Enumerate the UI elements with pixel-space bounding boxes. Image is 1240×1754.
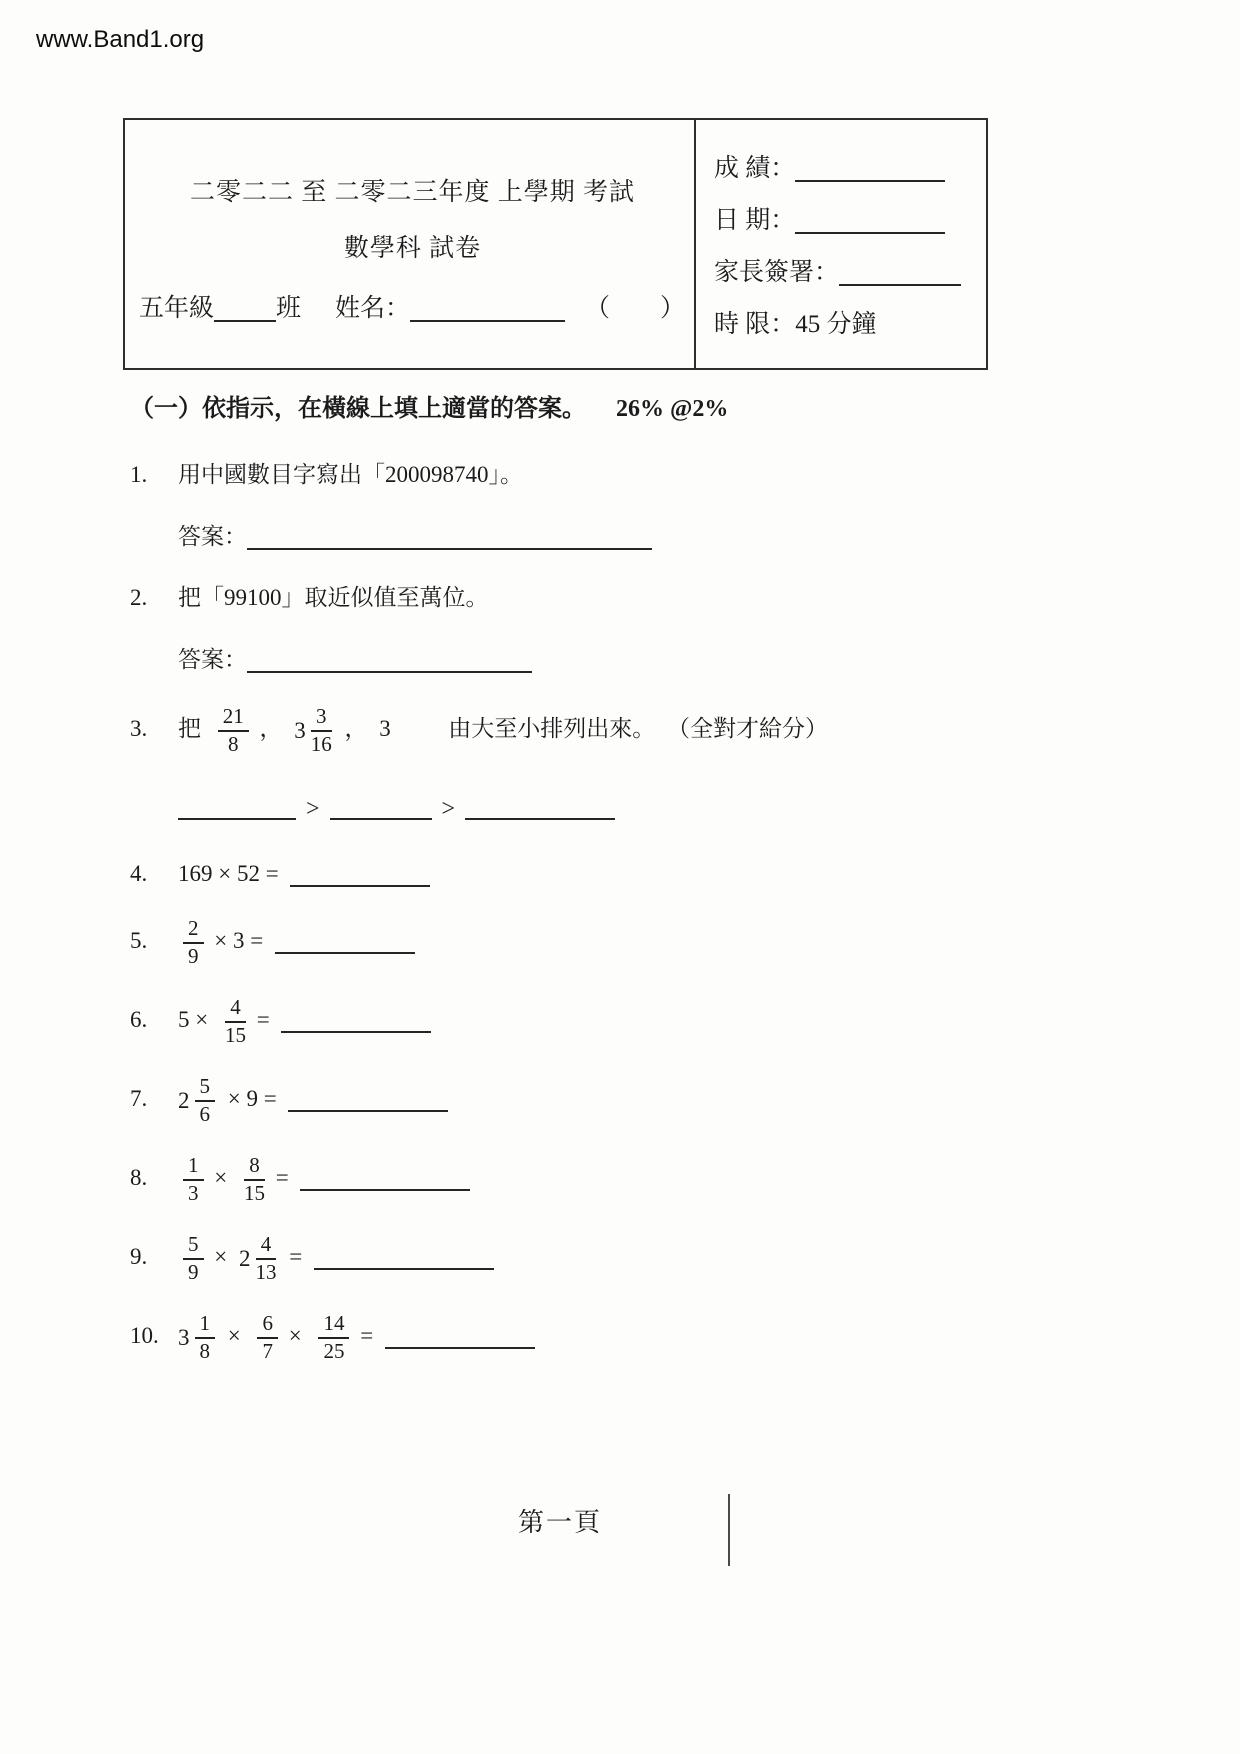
whole-number: 3 [294, 718, 306, 744]
answer-blank [385, 1347, 535, 1349]
exam-header-box [123, 118, 988, 370]
denominator: 15 [243, 1180, 265, 1205]
greater-than-sign: > [441, 796, 456, 823]
date-line [714, 200, 976, 236]
denominator: 9 [188, 943, 199, 968]
score-blank [795, 180, 945, 182]
answer-blank [247, 548, 652, 550]
question-text: 169 × 52 = [178, 861, 279, 887]
student-info-line [139, 288, 686, 324]
question-number: 3. [130, 715, 148, 741]
question-text: = [256, 1007, 270, 1032]
answer-blank [300, 1189, 470, 1191]
question-row [130, 582, 1030, 613]
denominator: 13 [255, 1259, 277, 1284]
question-number: 1. [130, 462, 148, 487]
fraction-part [183, 1154, 204, 1205]
question-text: = [289, 1244, 303, 1270]
answer-row [178, 518, 1030, 552]
answer-blank [290, 885, 430, 887]
score-line [714, 148, 976, 184]
numerator: 3 [311, 705, 332, 732]
numerator: 21 [218, 705, 249, 732]
denominator: 7 [262, 1338, 273, 1363]
class-label: 班 [276, 295, 302, 322]
question-text: 把 [178, 715, 201, 741]
class-number-paren: （ ） [585, 295, 686, 322]
answer-blank [330, 818, 432, 820]
scan-artifact-mark [728, 1494, 730, 1566]
mixed-number [178, 1312, 220, 1363]
question-number: 7. [130, 1086, 148, 1112]
date-blank [795, 232, 945, 234]
class-blank [214, 320, 276, 322]
fraction-part [195, 1312, 216, 1363]
question-row [130, 996, 1030, 1047]
question-text: 把「99100」取近似值至萬位。 [178, 585, 489, 611]
grade-label: 五年級 [139, 295, 215, 322]
exam-title-block [125, 120, 694, 368]
question-text: = [360, 1323, 374, 1349]
parent-signature-line [714, 252, 976, 288]
numerator: 1 [183, 1154, 204, 1181]
answer-blank [275, 952, 415, 954]
exam-body [130, 388, 1030, 1391]
mixed-number [178, 1075, 220, 1126]
denominator: 9 [188, 1259, 199, 1284]
question-text: 5 × [178, 1007, 209, 1032]
numerator: 4 [256, 1233, 277, 1260]
time-limit-line [714, 304, 976, 340]
fraction-part [183, 917, 204, 968]
answer-row [178, 641, 1030, 675]
time-limit-label: 時 限：45 分鐘 [714, 311, 877, 338]
denominator: 8 [228, 731, 239, 756]
question-text: 用中國數目字寫出「200098740」。 [178, 462, 523, 487]
whole-number: 2 [178, 1088, 190, 1114]
section-one-heading [130, 388, 1030, 423]
questions [130, 459, 1030, 1363]
question-row [130, 1075, 1030, 1126]
numerator: 14 [318, 1312, 349, 1339]
question-text: 3 [379, 715, 391, 741]
denominator: 8 [199, 1338, 210, 1363]
section-marks: 26% @2% [616, 396, 729, 422]
question-text: × [214, 1165, 228, 1191]
fraction-part [257, 1312, 278, 1363]
question-text: ， [259, 715, 283, 741]
question-text: × 9 = [227, 1086, 277, 1112]
mixed-number [239, 1233, 282, 1284]
mixed-number [294, 705, 337, 756]
question-row [130, 1233, 1030, 1284]
fraction-part [218, 705, 249, 756]
question-row [130, 459, 1030, 490]
numerator: 1 [195, 1312, 216, 1339]
numerator: 2 [183, 917, 204, 944]
fraction-part [318, 1312, 349, 1363]
denominator: 25 [323, 1338, 345, 1363]
name-blank [410, 320, 565, 322]
answer-blank [314, 1268, 494, 1270]
date-label: 日 期： [714, 207, 796, 234]
question-text: = [275, 1165, 289, 1191]
name-label: 姓名： [335, 295, 411, 322]
fraction-part [255, 1233, 276, 1284]
question-text: × [288, 1323, 302, 1349]
answer-label: 答案： [178, 647, 247, 673]
whole-number: 3 [178, 1325, 190, 1351]
score-block [694, 120, 986, 368]
question-number: 9. [130, 1244, 148, 1270]
question-row [130, 1312, 1030, 1363]
denominator: 3 [188, 1180, 199, 1205]
parent-signature-blank [839, 284, 961, 286]
question-text: （全對才給分） [667, 715, 828, 741]
answer-blank [178, 818, 296, 820]
answer-blank [465, 818, 615, 820]
question-row [130, 858, 1030, 889]
fraction-part [244, 1154, 265, 1205]
answer-blank [247, 671, 532, 673]
numerator: 8 [244, 1154, 265, 1181]
numerator: 4 [225, 996, 246, 1023]
question-row [130, 917, 1030, 968]
score-label: 成 績： [714, 155, 796, 182]
exam-title-line2: 數學科 試卷 [343, 235, 482, 262]
page-number: 第一頁 [517, 1508, 602, 1537]
question-number: 5. [130, 927, 148, 953]
question-text: 由大至小排列出來。 [448, 715, 656, 741]
question-number: 10. [130, 1323, 159, 1349]
whole-number: 2 [238, 1246, 251, 1272]
greater-than-sign: > [306, 796, 320, 823]
answer-label: 答案： [178, 524, 247, 550]
fraction-part [311, 705, 332, 756]
question-text: × 3 = [214, 927, 264, 953]
fraction-part [195, 1075, 216, 1126]
question-text: ， [344, 715, 368, 741]
question-number: 6. [130, 1007, 148, 1032]
numerator: 5 [183, 1233, 204, 1260]
compare-answer-row [178, 794, 1030, 828]
denominator: 6 [199, 1101, 210, 1126]
parent-signature-label: 家長簽署： [714, 259, 840, 286]
answer-blank [281, 1031, 431, 1033]
exam-title-line1: 二零二二 至 二零二三年度 上學期 考試 [189, 179, 635, 206]
question-row [130, 705, 1030, 756]
fraction-part [225, 996, 246, 1047]
question-text: × [227, 1323, 241, 1349]
numerator: 6 [257, 1312, 278, 1339]
denominator: 16 [310, 731, 332, 756]
question-number: 8. [130, 1165, 148, 1191]
site-watermark: www.Band1.org [36, 26, 205, 53]
section-instruction: （一）依指示，在橫線上填上適當的答案。 [130, 396, 586, 422]
question-number: 2. [130, 585, 148, 611]
denominator: 15 [224, 1022, 246, 1047]
question-text: × [214, 1244, 228, 1270]
numerator: 5 [195, 1075, 216, 1102]
question-row [130, 1154, 1030, 1205]
question-number: 4. [130, 861, 148, 887]
fraction-part [183, 1233, 204, 1284]
answer-blank [288, 1110, 448, 1112]
